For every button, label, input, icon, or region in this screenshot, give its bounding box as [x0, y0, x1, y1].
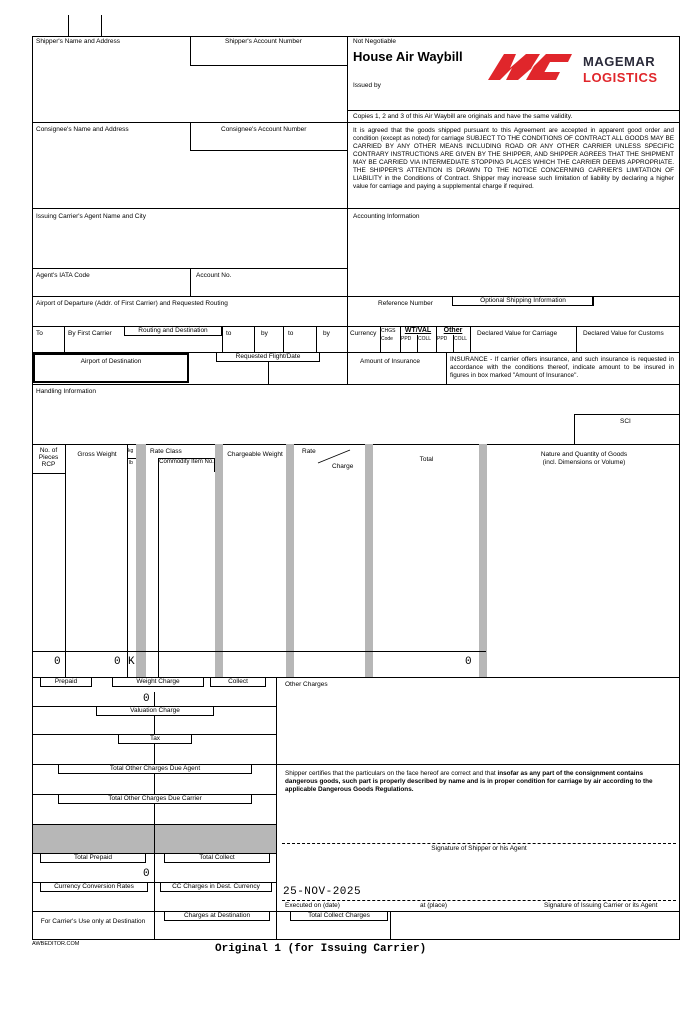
divider: [190, 268, 191, 296]
to2-label: to: [226, 330, 232, 337]
divider: [154, 825, 155, 853]
to3-label: to: [288, 330, 294, 337]
valuation-label: Valuation Charge: [130, 707, 180, 714]
tax-tab: [118, 735, 192, 744]
currency-conversion-label: Currency Conversion Rates: [54, 883, 134, 890]
carrier-signature-label: Signature of Issuing Carrier or its Agent: [544, 902, 658, 909]
consignee-name-label: Consignee's Name and Address: [36, 126, 129, 133]
divider: [592, 297, 593, 305]
total-collect-tab: [164, 854, 270, 863]
airport-destination-label: Airport of Destination: [80, 358, 142, 365]
rate-label: Rate: [302, 448, 316, 455]
gray-column-1: [136, 444, 146, 677]
pieces-label: No. of Pieces RCP: [38, 447, 59, 468]
iata-code-label: Agent's IATA Code: [36, 272, 90, 279]
routing-destination-tab: [124, 327, 222, 336]
divider: [127, 444, 128, 677]
divider: [154, 716, 155, 734]
cc-charges-tab: [160, 883, 272, 892]
requested-flight-label: Requested Flight/Date: [235, 353, 301, 360]
shipper-certification: [285, 770, 675, 794]
divider: [276, 677, 277, 940]
chgs-label: CHGS: [381, 328, 396, 334]
divider: [65, 444, 66, 677]
divider: [32, 122, 680, 123]
at-place-label: at (place): [420, 902, 448, 909]
charges-destination-label: Charges at Destination: [183, 912, 251, 919]
routing-destination-label: Routing and Destination: [138, 327, 208, 334]
logo-sub: LOGISTICS: [583, 70, 658, 85]
divider: [446, 352, 447, 384]
total-prepaid-tab: [40, 854, 146, 863]
issued-by-label: Issued by: [353, 82, 381, 89]
divider: [154, 744, 155, 764]
divider: [254, 326, 255, 352]
prepaid-label: Prepaid: [54, 678, 78, 685]
total-prepaid-value: 0: [143, 868, 150, 880]
by2-label: by: [261, 330, 268, 337]
other-agent-label: Total Other Charges Due Agent: [109, 765, 201, 772]
valuation-tab: [96, 707, 214, 716]
charge-label: Charge: [332, 463, 354, 470]
divider: [158, 472, 159, 677]
ppd1-label: PPD: [401, 336, 412, 342]
currency-conversion-tab: [40, 883, 148, 892]
divider: [316, 326, 317, 352]
weight-charge-tab: [112, 678, 204, 687]
tax-label: Tax: [149, 735, 161, 742]
other-agent-tab: [58, 765, 252, 774]
total-collect-label: Total Collect: [199, 854, 235, 861]
certification-text-normal: Shipper certifies that the particulars on the face hereof are correct and that: [285, 770, 498, 777]
divider: [347, 110, 680, 111]
divider: [32, 651, 486, 652]
issuing-agent-label: Issuing Carrier's Agent Name and City: [36, 213, 146, 220]
coll2-label: COLL: [454, 336, 468, 342]
certification-text-bold: insofar as any part of the consignment contains dangerous goods, such part is properly described by name and is in proper condition for carriage by air according to the applicable Dangerous Goods Regulations.: [285, 770, 653, 793]
gray-column-4: [365, 444, 373, 677]
divider: [347, 352, 348, 384]
nature-goods-sub-label: (incl. Dimensions or Volume): [542, 459, 626, 466]
divider: [154, 853, 155, 940]
top-stub-right: [101, 15, 102, 36]
logo-name: MAGEMAR: [583, 54, 656, 69]
wtval-label: WT/VAL: [404, 327, 432, 334]
commodity-label: Commodity Item No.: [159, 459, 214, 465]
shipper-name-label: Shipper's Name and Address: [36, 38, 120, 45]
shipper-signature-line: [282, 843, 676, 844]
declared-carriage-label: Declared Value for Carriage: [477, 330, 558, 337]
rate-class-label: Rate Class: [150, 448, 182, 455]
divider: [268, 362, 269, 384]
ppd2-label: PPD: [437, 336, 448, 342]
copies-note: Copies 1, 2 and 3 of this Air Waybill are originals and have the same validity.: [353, 113, 573, 120]
executed-date-value: 25-NOV-2025: [283, 886, 362, 898]
not-negotiable-label: Not Negotiable: [353, 38, 396, 45]
coll1-label: COLL: [418, 336, 432, 342]
cc-charges-label: CC Charges in Dest. Currency: [172, 883, 260, 890]
commodity-box: [158, 458, 215, 472]
reference-number-label: Reference Number: [378, 300, 433, 307]
collect-label: Collect: [228, 678, 248, 685]
prepaid-tab: [40, 678, 92, 687]
requested-flight-tab: [216, 353, 320, 362]
divider: [222, 326, 223, 352]
weight-prepaid-value: 0: [143, 693, 150, 705]
other-carrier-label: Total Other Charges Due Carrier: [108, 795, 202, 802]
total-value: 0: [465, 656, 472, 668]
divider: [32, 208, 680, 209]
kg-label: kg: [128, 448, 134, 454]
weight-value: 0: [114, 656, 121, 668]
pieces-value: 0: [54, 656, 61, 668]
divider: [64, 326, 65, 352]
weight-charge-label: Weight Charge: [136, 678, 180, 685]
gray-column-2: [215, 444, 223, 677]
divider: [154, 804, 155, 824]
carrier-use-label: For Carrier's Use only at Destination: [40, 918, 146, 925]
total-prepaid-label: Total Prepaid: [74, 854, 112, 861]
divider: [347, 326, 348, 352]
optional-shipping-tab: [452, 297, 594, 306]
divider: [32, 473, 65, 474]
shipper-signature-label: Signature of Shipper or his Agent: [431, 845, 527, 852]
waybill-title: House Air Waybill: [353, 49, 463, 64]
shipper-account-label: Shipper's Account Number: [225, 38, 302, 45]
collect-tab: [210, 678, 266, 687]
account-no-label: Account No.: [196, 272, 232, 279]
consignee-account-field[interactable]: [190, 122, 347, 151]
executed-line: [282, 900, 676, 901]
unit-value: K: [128, 656, 135, 668]
insurance-notice: INSURANCE - If carrier offers insurance, and such insurance is requested in accordance with the conditions thereof, indicate amount to be insured in figures in box marked "Amount of Insurance".: [450, 356, 674, 379]
divider: [390, 911, 391, 940]
divider: [154, 692, 155, 706]
chargeable-weight-label: Chargeable Weight: [227, 451, 283, 458]
divider: [32, 384, 680, 385]
optional-shipping-label: Optional Shipping Information: [480, 297, 566, 304]
charges-destination-tab: [164, 912, 270, 921]
other-label: Other: [443, 327, 463, 334]
gross-weight-label: Gross Weight: [77, 451, 117, 458]
nature-goods-label: Nature and Quantity of Goods: [540, 451, 628, 458]
departure-label: Airport of Departure (Addr. of First Carrier) and Requested Routing: [36, 300, 228, 307]
sci-label: SCI: [620, 418, 631, 425]
declared-customs-label: Declared Value for Customs: [583, 330, 664, 337]
divider: [347, 296, 348, 326]
by-first-carrier-label: By First Carrier: [68, 330, 112, 337]
divider-main-vertical: [347, 36, 348, 296]
other-carrier-tab: [58, 795, 252, 804]
original-copy-label: Original 1 (for Issuing Carrier): [215, 943, 427, 955]
top-stub-left: [68, 15, 69, 36]
accounting-info-label: Accounting Information: [353, 213, 420, 220]
executed-on-label: Executed on (date): [285, 902, 340, 909]
divider: [576, 326, 577, 352]
amount-insurance-label: Amount of Insurance: [360, 358, 420, 365]
conditions-of-contract: It is agreed that the goods shipped pursuant to this Agreement are accepted in apparent good order and condition (except as noted) for carriage SUBJECT TO THE CONDITIONS OF CONTRACT ALL GOODS MAY BE CARRIED BY ANY OTHER MEANS INCLUDING ROAD OR ANY OTHER CARRIER UNLESS SPECIFIC CONTRARY INSTRUCTIONS ARE GIVEN BY THE SHIPPER, AND SHIPPER AGREES THAT THE SHIPMENT MAY BE CARRIED VIA INTERMEDIATE STOPPING PLACES WHICH THE CARRIER DEEMS APPROPRIATE. THE SHIPPER'S ATTENTION IS DRAWN TO THE NOTICE CONCERNING CARRIER'S LIMITATION OF LIABILITY in the Conditions of Contract. Shipper may increase such limitation of liability by declaring a higher value for carriage and paying a supplemental charge if required.: [353, 127, 674, 190]
other-charges-label: Other Charges: [285, 681, 328, 688]
shipper-account-field[interactable]: [190, 36, 347, 66]
gray-column-3: [286, 444, 294, 677]
code-label: Code: [381, 336, 393, 342]
currency-label: Currency: [350, 330, 377, 337]
magemar-logo-mark: [486, 50, 576, 84]
gray-column-5: [479, 444, 487, 677]
lb-label: lb: [129, 460, 133, 466]
total-label: Total: [419, 456, 434, 463]
total-collect-charges-label: Total Collect Charges: [308, 912, 370, 919]
by3-label: by: [323, 330, 330, 337]
awbeditor-credit: AWBEDITOR.COM: [32, 941, 80, 947]
divider: [470, 326, 471, 352]
total-collect-charges-tab: [290, 912, 388, 921]
consignee-account-label: Consignee's Account Number: [221, 126, 307, 133]
divider: [127, 458, 136, 459]
divider: [154, 774, 155, 794]
to-label: To: [36, 330, 43, 337]
divider: [283, 326, 284, 352]
divider: [32, 444, 680, 445]
handling-info-label: Handling Information: [36, 388, 96, 395]
